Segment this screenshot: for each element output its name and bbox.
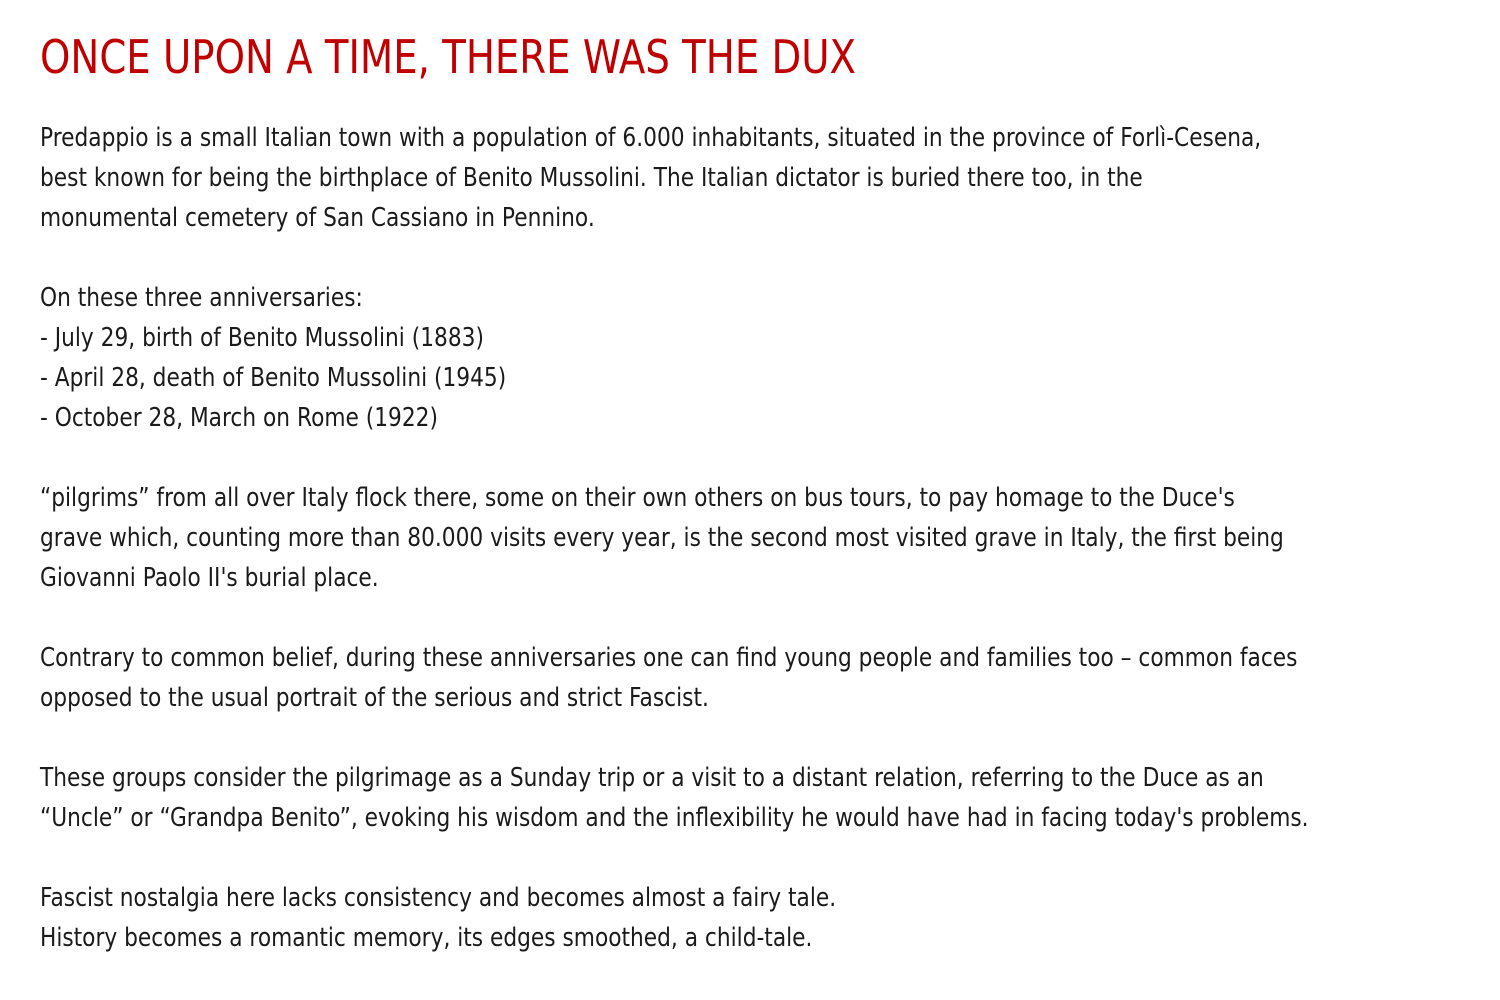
paragraph-pilgrims bbox=[40, 478, 1480, 598]
text-line: History becomes a romantic memory, its edges smoothed, a child-tale. bbox=[40, 923, 813, 953]
paragraph-belief bbox=[40, 638, 1480, 718]
paragraph-nostalgia bbox=[40, 878, 1480, 958]
text-line: Predappio is a small Italian town with a population of 6.000 inhabitants, situated in the province of Forlì-Cesena, bbox=[40, 123, 1262, 153]
text-line: grave which, counting more than 80.000 visits every year, is the second most visited grave in Italy, the first being bbox=[40, 523, 1284, 553]
text-line: These groups consider the pilgrimage as a Sunday trip or a visit to a distant relation, referring to the Duce as an bbox=[40, 763, 1264, 793]
article bbox=[40, 28, 1480, 998]
list-item: - July 29, birth of Benito Mussolini (1883) bbox=[40, 323, 484, 353]
text-line: monumental cemetery of San Cassiano in Pennino. bbox=[40, 203, 595, 233]
paragraph-anniversaries bbox=[40, 278, 1480, 438]
list-item: - April 28, death of Benito Mussolini (1945) bbox=[40, 363, 507, 393]
text-line: Giovanni Paolo II's burial place. bbox=[40, 563, 379, 593]
text-line: “Uncle” or “Grandpa Benito”, evoking his wisdom and the inflexibility he would have had in facing today's problems. bbox=[40, 803, 1309, 833]
article-title: ONCE UPON A TIME, THERE WAS THE DUX bbox=[40, 30, 857, 84]
text-line: On these three anniversaries: bbox=[40, 283, 363, 313]
article-body bbox=[40, 118, 1480, 958]
paragraph-intro bbox=[40, 118, 1480, 238]
text-line: Fascist nostalgia here lacks consistency and becomes almost a fairy tale. bbox=[40, 883, 837, 913]
list-item: - October 28, March on Rome (1922) bbox=[40, 403, 438, 433]
text-line: opposed to the usual portrait of the serious and strict Fascist. bbox=[40, 683, 709, 713]
text-line: best known for being the birthplace of Benito Mussolini. The Italian dictator is buried there too, in the bbox=[40, 163, 1143, 193]
text-line: “pilgrims” from all over Italy flock there, some on their own others on bus tours, to pay homage to the Duce's bbox=[40, 483, 1235, 513]
paragraph-groups bbox=[40, 758, 1480, 838]
text-line: Contrary to common belief, during these anniversaries one can find young people and families too – common faces bbox=[40, 643, 1298, 673]
